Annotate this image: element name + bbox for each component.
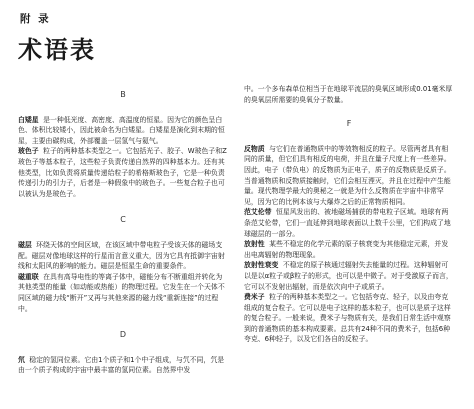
section-letter-b: B bbox=[120, 90, 126, 99]
entry-body: 稳定的氢同位素。它由1个质子和1个中子组成，与氕不同，氕是由一个质子构成的宇宙中最丰富的氢同位素。自然界中发 bbox=[18, 355, 225, 375]
entry-term: 费米子 bbox=[244, 293, 265, 302]
entry-term: 玻色子 bbox=[18, 147, 39, 156]
entry-body: 是一种低光度、高密度、高温度的恒星。因为它的颜色呈白色、体积比较矮小，因此被命名为白矮星。白矮星是演化到末期的恒星，主要由碳构成，外部覆盖一层氢气与氦气。 bbox=[18, 115, 225, 145]
entry-baiaixing bbox=[18, 115, 228, 147]
page-title: 术语表 bbox=[18, 35, 96, 64]
section-letter-f: F bbox=[346, 119, 352, 129]
entry-feimizi bbox=[244, 292, 454, 345]
entry-body: 不稳定的原子核通过辐射失去能量的过程。这种辐射可以是以α粒子或β粒子的形式，也可以是中微子。对于受激原子而言，它可以不发射出辐射，而是依次向中子或质子。 bbox=[244, 261, 453, 291]
entry-boseizi bbox=[18, 146, 228, 199]
entry-term: 范艾伦带 bbox=[244, 208, 272, 217]
entry-term: 放射性 bbox=[244, 240, 265, 249]
entry-fanailundai bbox=[244, 207, 454, 239]
section-letter-c: C bbox=[120, 215, 126, 225]
entry-fangshexingshuaibian bbox=[244, 260, 454, 292]
entry-term: 氘 bbox=[18, 355, 25, 364]
entry-fangshexing bbox=[244, 239, 454, 260]
entry-term: 磁层 bbox=[18, 240, 32, 249]
entry-body: 粒子的两种基本类型之一。它包括光子、胶子、W玻色子和Z玻色子等基本粒子，这些粒子负责传递自然界的四种基本力。还有其他类型，比如负责将质量传递给粒子的希格斯玻色子，它是一种负责传递引力的引力子，后者是一种假象中的玻色子。一些复合粒子也可以被认为是玻色子。 bbox=[18, 147, 227, 198]
entry-body: 粒子的两种基本类型之一。它包括夸克、轻子，以及由夸克组成的复合粒子。它可以是电子这样的基本粒子，也可以是质子这样的复合粒子。一般来说，费米子与物质有关，是我们日常生活中观察到的普通物质的基本构成要素。总共有24种不同的费米子，包括6种夸克、6种轻子，以及它们各自的反粒子。 bbox=[244, 293, 451, 344]
entry-body: 环绕天体的空间区域，在该区域中带电粒子受该天体的磁场支配。磁层对像地球这样的行星而言意义重大，因为它具有抵御宇宙射线和太阳风的影响的能力。磁层是恒星生命的重要条件。 bbox=[18, 240, 225, 271]
entry-ciceng bbox=[18, 240, 228, 272]
entry-dao bbox=[18, 355, 228, 376]
entry-body: 某些不稳定的化学元素的原子核衰变为其他稳定元素，并发出电离辐射的物理现象。 bbox=[244, 240, 449, 259]
entry-body: 与它们在普通物质中的等效物相反的粒子。尽管两者具有相同的质量，但它们具有相反的电荷，并且在量子尺度上有一些差异。因此，电子（带负电）的反物质为正电子，质子的反物质是反质子。当普通物质和反物质接触时，它们会相互湮灭，并且在过程中产生能量。现代物理学最大的奥秘之一就是为什么反物质在宇宙中非常罕见，因为它的比例本该与大爆炸之后的正常物质相同。 bbox=[244, 144, 451, 206]
entry-body: 在具有高导电性的等离子体中，磁能分布不断重组并转化为其他类型的能量（如动能或热能）的物理过程。它发生在一个天体不同区域的磁力线“断开”又再与其他来源的磁力线“重新连接”的过程中。 bbox=[18, 272, 225, 313]
entry-body: 恒星风发出的、被地磁场捕获的带电粒子区域。地球有两条范艾伦带，它们一直延伸到地球表面以上数千公里，它们构成了地球磁层的一部分。 bbox=[244, 208, 451, 238]
continued-paragraph: 中。一个多布森单位相当于在地球平流层的臭氧区域形成0.01毫米厚的臭氧层所需要的臭氧分子数量。 bbox=[244, 85, 453, 104]
entry-term: 放射性衰变 bbox=[244, 261, 279, 270]
entry-term: 白矮星 bbox=[18, 115, 39, 124]
right-column bbox=[244, 84, 454, 345]
section-letter-d: D bbox=[119, 330, 127, 340]
entry-cichonglian bbox=[18, 272, 228, 314]
entry-fanwuzhi bbox=[244, 144, 454, 208]
entry-term: 磁重联 bbox=[18, 272, 39, 281]
entry-term: 反物质 bbox=[244, 144, 265, 153]
appendix-label: 附 录 bbox=[20, 13, 51, 25]
left-column bbox=[18, 84, 228, 376]
